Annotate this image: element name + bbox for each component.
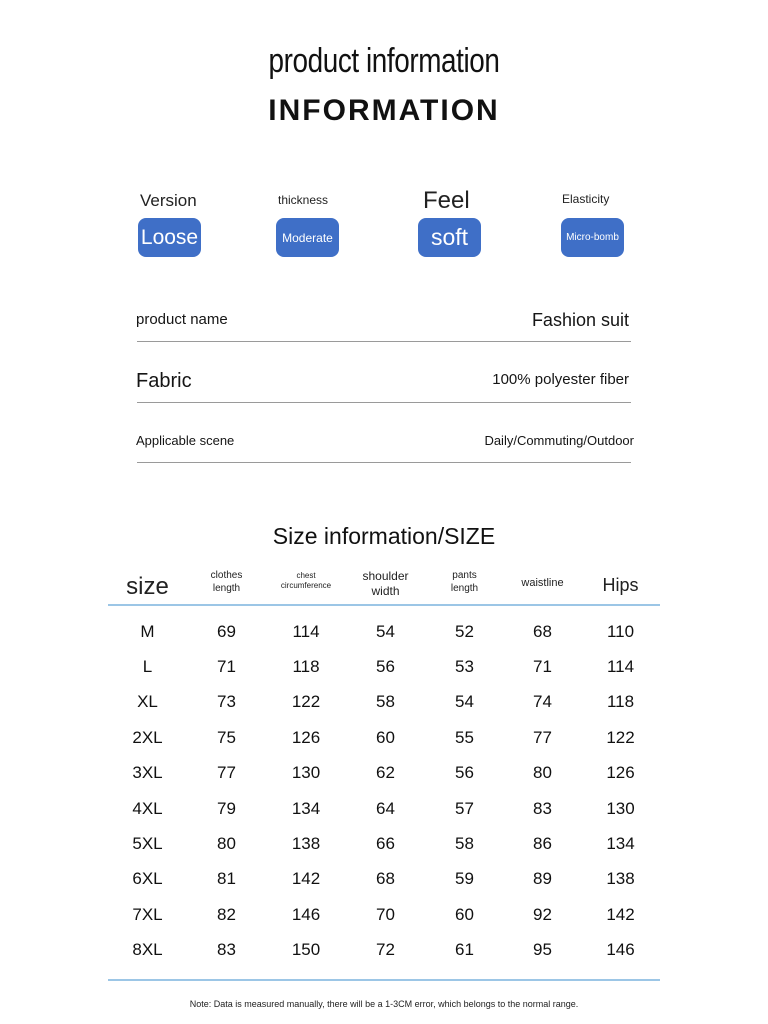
measurement-cell: 56 xyxy=(455,763,474,783)
measurement-cell: 142 xyxy=(291,869,321,889)
attr-label-feel: Feel xyxy=(423,187,470,214)
col-header-hips xyxy=(581,574,660,597)
attr-badge-thickness: Moderate xyxy=(276,218,339,257)
measurement-cell: 57 xyxy=(455,798,474,818)
attr-badge-feel: soft xyxy=(418,218,481,257)
measurement-cell: 69 xyxy=(217,621,236,641)
table-row xyxy=(108,791,660,826)
table-row xyxy=(108,614,660,649)
measurement-cell: 66 xyxy=(376,834,395,854)
size-cell: 8XL xyxy=(132,940,163,960)
measurement-cell: 52 xyxy=(455,621,474,641)
table-row xyxy=(108,756,660,791)
measurement-cell: 70 xyxy=(376,904,395,924)
measurement-cell: 53 xyxy=(455,657,474,677)
detail-key-scene: Applicable scene xyxy=(136,433,235,448)
size-cell: XL xyxy=(137,692,158,712)
table-row xyxy=(108,933,660,968)
table-row xyxy=(108,685,660,720)
measurement-cell: 89 xyxy=(533,869,552,889)
size-cell: 5XL xyxy=(132,834,163,854)
page-title: product information xyxy=(268,42,500,80)
size-cell: 2XL xyxy=(132,727,163,747)
measurement-cell: 122 xyxy=(291,692,321,712)
measurement-cell: 146 xyxy=(606,940,635,960)
table-row xyxy=(108,862,660,897)
measurement-cell: 114 xyxy=(606,657,635,677)
measurement-cell: 58 xyxy=(455,834,474,854)
size-cell: 7XL xyxy=(132,904,163,924)
measurement-cell: 142 xyxy=(606,904,635,924)
page-subtitle: INFORMATION xyxy=(268,94,500,127)
measurement-cell: 68 xyxy=(376,869,395,889)
measurement-cell: 58 xyxy=(376,692,395,712)
detail-key-fabric: Fabric xyxy=(136,370,192,392)
measurement-cell: 64 xyxy=(376,798,395,818)
size-section-title: Size information/SIZE xyxy=(272,523,496,549)
measurement-cell: 62 xyxy=(376,763,395,783)
measurement-cell: 77 xyxy=(533,727,552,747)
measurement-cell: 71 xyxy=(217,657,236,677)
size-table xyxy=(108,614,660,968)
size-cell: M xyxy=(140,621,155,641)
measurement-cell: 60 xyxy=(376,727,395,747)
attr-badge-version: Loose xyxy=(138,218,201,257)
size-cell: 4XL xyxy=(132,798,163,818)
measurement-cell: 72 xyxy=(376,940,395,960)
col-header-line: waistline xyxy=(521,577,564,589)
col-header-pants-length xyxy=(425,570,504,595)
size-cell: L xyxy=(142,657,153,677)
attr-label-version: Version xyxy=(140,191,197,210)
measurement-cell: 75 xyxy=(217,727,236,747)
measurement-cell: 80 xyxy=(217,834,236,854)
measurement-cell: 114 xyxy=(292,621,320,641)
table-row xyxy=(108,720,660,755)
measurement-cell: 130 xyxy=(606,798,635,818)
col-header-line: Hips xyxy=(602,575,639,595)
col-header-line: length xyxy=(212,582,241,594)
detail-value-product-name: Fashion suit xyxy=(531,310,629,330)
measurement-cell: 138 xyxy=(291,834,321,854)
measurement-cell: 110 xyxy=(606,621,635,641)
measurement-cell: 71 xyxy=(533,657,552,677)
measurement-cell: 118 xyxy=(292,657,320,677)
measurement-cell: 126 xyxy=(291,727,321,747)
measurement-cell: 146 xyxy=(291,904,321,924)
measurement-cell: 68 xyxy=(533,621,552,641)
measurement-cell: 118 xyxy=(606,692,635,712)
measurement-cell: 134 xyxy=(291,798,321,818)
measurement-cell: 56 xyxy=(376,657,395,677)
detail-value-fabric: 100% polyester fiber xyxy=(492,371,629,388)
measurement-cell: 81 xyxy=(217,869,236,889)
size-cell: 3XL xyxy=(132,763,163,783)
measurement-note: Note: Data is measured manually, there will be a 1-3CM error, which belongs to the normal range. xyxy=(189,999,579,1009)
measurement-cell: 55 xyxy=(455,727,474,747)
measurement-cell: 83 xyxy=(533,798,552,818)
measurement-cell: 80 xyxy=(533,763,552,783)
col-header-line: width xyxy=(371,584,400,598)
detail-key-product-name: product name xyxy=(136,311,228,328)
measurement-cell: 79 xyxy=(217,798,236,818)
col-header-line: size xyxy=(126,573,169,600)
measurement-cell: 59 xyxy=(455,869,474,889)
measurement-cell: 95 xyxy=(533,940,552,960)
col-header-size xyxy=(108,572,187,602)
col-header-shoulder xyxy=(346,569,425,599)
measurement-cell: 122 xyxy=(606,727,635,747)
measurement-cell: 60 xyxy=(455,904,474,924)
measurement-cell: 138 xyxy=(606,869,635,889)
measurement-cell: 83 xyxy=(217,940,236,960)
col-header-line: chest xyxy=(296,571,316,580)
measurement-cell: 86 xyxy=(533,834,552,854)
divider xyxy=(137,341,631,342)
table-row xyxy=(108,649,660,684)
attr-label-thickness: thickness xyxy=(278,193,329,207)
table-row xyxy=(108,826,660,861)
divider xyxy=(137,462,631,463)
divider xyxy=(137,402,631,403)
table-bottom-rule xyxy=(108,979,660,981)
measurement-cell: 150 xyxy=(291,940,321,960)
measurement-cell: 74 xyxy=(533,692,552,712)
measurement-cell: 73 xyxy=(217,692,236,712)
size-cell: 6XL xyxy=(132,869,163,889)
col-header-clothes-length xyxy=(187,570,266,595)
detail-value-scene: Daily/Commuting/Outdoor xyxy=(484,433,634,448)
measurement-cell: 92 xyxy=(533,904,552,924)
table-top-rule xyxy=(108,604,660,606)
measurement-cell: 77 xyxy=(217,763,236,783)
measurement-cell: 134 xyxy=(606,834,635,854)
col-header-line: clothes xyxy=(210,570,243,581)
measurement-cell: 54 xyxy=(455,692,474,712)
measurement-cell: 54 xyxy=(376,621,395,641)
measurement-cell: 126 xyxy=(606,763,635,783)
measurement-cell: 82 xyxy=(217,904,236,924)
col-header-line: pants xyxy=(452,570,477,581)
measurement-cell: 130 xyxy=(291,763,321,783)
col-header-line: shoulder xyxy=(362,569,409,583)
col-header-waistline xyxy=(504,577,581,591)
attr-label-elasticity: Elasticity xyxy=(562,192,610,206)
col-header-chest xyxy=(266,571,346,591)
attr-badge-elasticity: Micro-bomb xyxy=(561,218,624,257)
col-header-line: length xyxy=(450,582,479,594)
table-row xyxy=(108,897,660,932)
col-header-line: circumference xyxy=(280,581,332,590)
measurement-cell: 61 xyxy=(455,940,474,960)
